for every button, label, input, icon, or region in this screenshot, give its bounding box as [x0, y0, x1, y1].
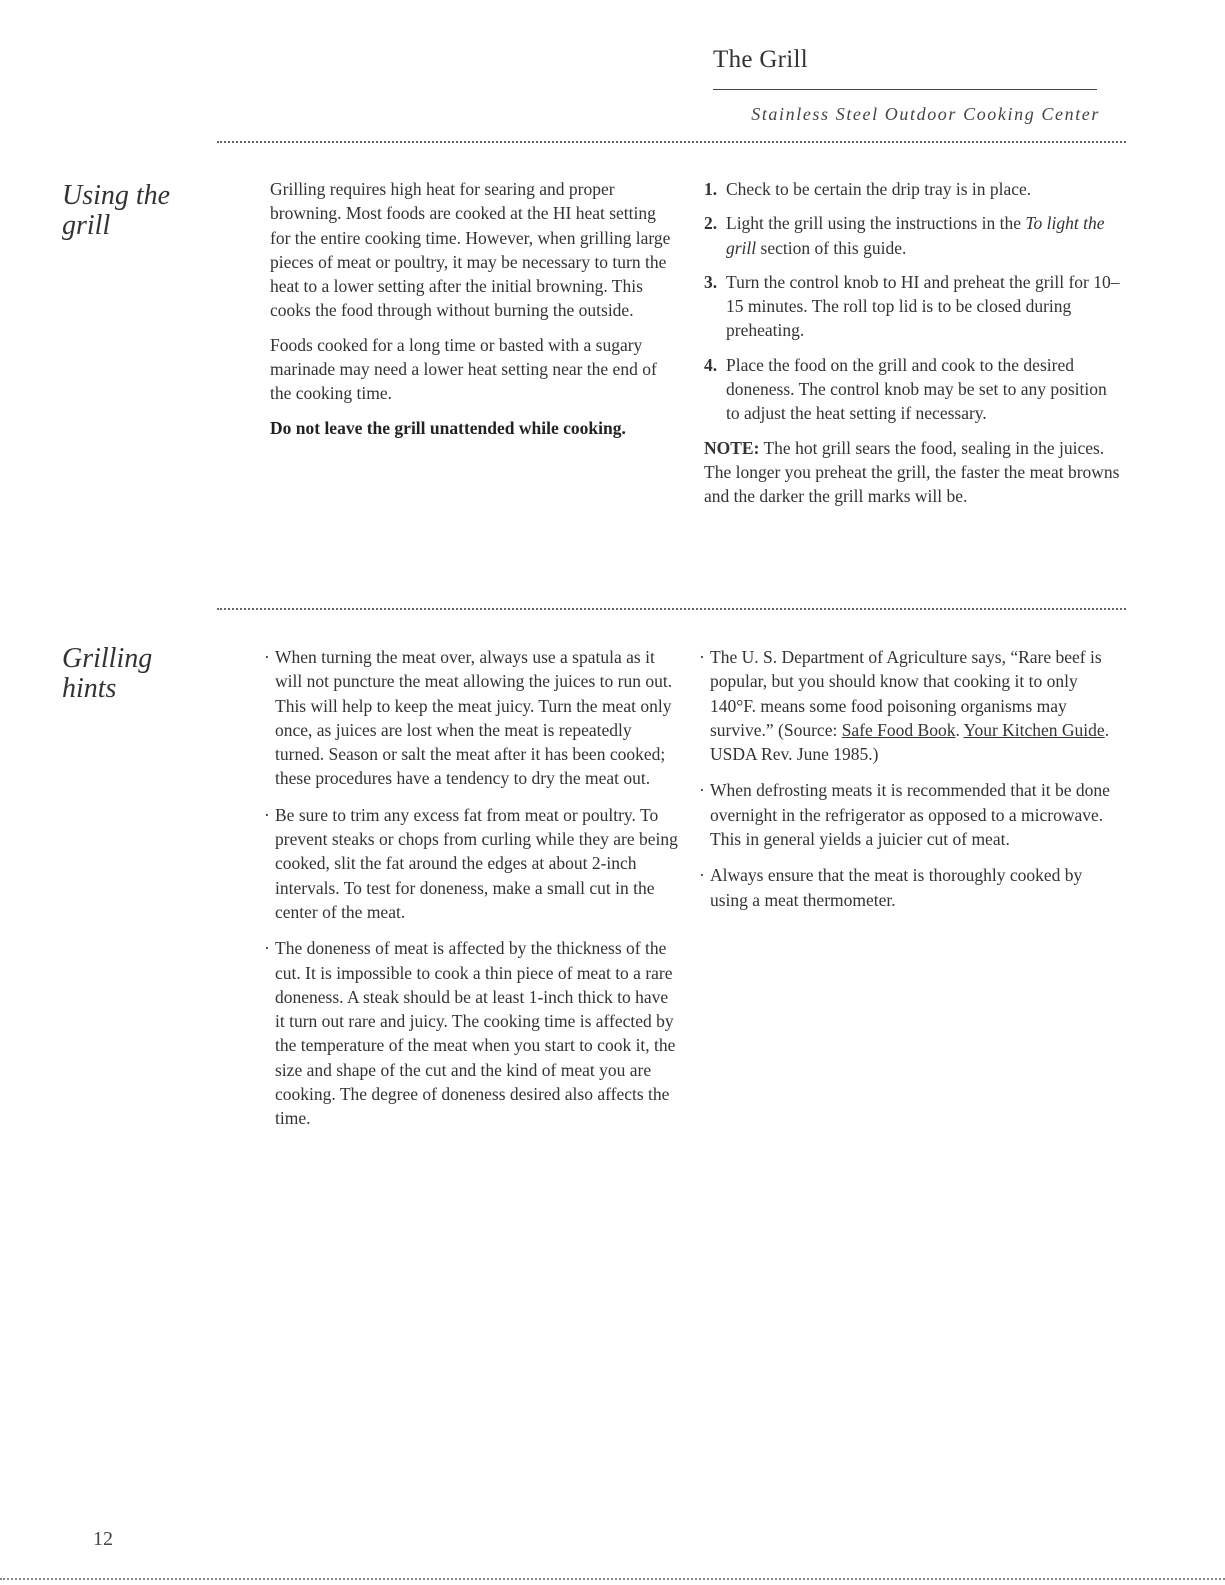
- step-text: Place the food on the grill and cook to the desired doneness. The control knob may be set to any position to adjust the heat setting if necessary.: [726, 354, 1107, 424]
- hint-text: Be sure to trim any excess fat from meat or poultry. To prevent steaks or chops from curling while they are being cooked, slit the fat around the edges at about 2-inch intervals. To test for doneness, make a small cut in the center of the meat.: [275, 804, 678, 922]
- hints-right-list: [697, 645, 1117, 912]
- hint-item-usda: [697, 645, 1117, 766]
- hint-text: When defrosting meats it is recommended that it be done overnight in the refrigerator as opposed to a microwave. This in general yields a juicier cut of meat.: [710, 780, 1110, 850]
- intro-paragraph: Grilling requires high heat for searing and proper browning. Most foods are cooked at the HI heat setting for the entire cooking time. However, when grilling large pieces of meat or poultry, it may be necessary to turn the heat to a lower setting after the initial browning. This cooks the food through without burning the outside.: [270, 179, 671, 321]
- hint-text: The doneness of meat is affected by the thickness of the cut. It is impossible to cook a thin piece of meat to a rare doneness. A steak should be at least 1-inch thick to have it turn out rare and juicy. The cooking time is affected by the temperature of the meat when you start to cook it, the size and shape of the cut and the kind of meat you are cooking. The degree of doneness desired also affects the time.: [275, 938, 676, 1129]
- source-separator: .: [955, 719, 964, 740]
- page-title: The Grill: [713, 46, 809, 73]
- step-text: Turn the control knob to HI and preheat the grill for 10–15 minutes. The roll top lid is to be closed during preheating.: [726, 271, 1120, 341]
- section-divider-top: [217, 141, 1126, 143]
- using-grill-heading-line1: Using the: [62, 180, 171, 211]
- note-text: The hot grill sears the food, sealing in the juices. The longer you preheat the grill, the faster the meat browns and the darker the grill marks will be.: [704, 437, 1120, 507]
- section-reference: To light the grill: [726, 213, 1105, 258]
- using-grill-right-column: [704, 177, 1122, 519]
- step-item: [704, 353, 1122, 426]
- steps-list: [704, 177, 1122, 426]
- hint-item: [262, 645, 682, 791]
- note-paragraph: [704, 436, 1122, 509]
- note-label: NOTE:: [704, 437, 760, 458]
- bullet-mark: ·: [264, 804, 270, 825]
- hint-text: When turning the meat over, always use a spatula as it will not puncture the meat allowing the juices to run out. This will help to keep the meat juicy. Turn the meat only once, as juices are lost when the meat is repeatedly turned. Season or salt the meat after it has been cooked; these procedures have a tendency to dry the meat out.: [275, 647, 673, 789]
- grilling-hints-heading-line2: hints: [62, 673, 117, 704]
- step-text: Light the grill using the instructions in the: [726, 213, 1026, 234]
- step-number: 4.: [704, 354, 718, 375]
- header-rule: [713, 89, 1097, 90]
- grilling-hints-heading-line1: Grilling: [62, 643, 153, 674]
- step-item: [704, 270, 1122, 343]
- source-tail: . USDA Rev. June 1985.): [710, 719, 1110, 765]
- bullet-mark: ·: [699, 647, 705, 667]
- grilling-hints-heading: [62, 644, 202, 704]
- hint-text: Always ensure that the meat is thoroughly cooked by using a meat thermometer.: [710, 865, 1083, 910]
- marinade-paragraph: Foods cooked for a long time or basted with a sugary marinade may need a lower heat setting near the end of the cooking time.: [270, 334, 657, 404]
- source-guide-title: Your Kitchen Guide: [963, 719, 1105, 740]
- bullet-mark: ·: [264, 938, 270, 959]
- hints-left-column: [262, 645, 682, 1143]
- hint-item: [262, 936, 682, 1130]
- step-number: 1.: [704, 179, 718, 199]
- hint-item: [262, 803, 682, 924]
- using-grill-left-column: [270, 177, 680, 450]
- bottom-rule: [0, 1578, 1225, 1580]
- step-text: section of this guide.: [756, 237, 907, 258]
- hints-right-column: [697, 645, 1117, 924]
- using-grill-heading: [62, 181, 202, 241]
- bullet-mark: ·: [699, 865, 705, 886]
- hints-left-list: [262, 645, 682, 1131]
- bullet-mark: ·: [699, 780, 705, 801]
- section-divider-middle: [217, 608, 1126, 610]
- step-number: 3.: [704, 271, 718, 292]
- using-grill-heading-line2: grill: [62, 210, 111, 241]
- step-text: Check to be certain the drip tray is in place.: [726, 179, 1032, 199]
- bullet-mark: ·: [264, 647, 270, 667]
- hint-item: [697, 863, 1117, 912]
- step-item: [704, 177, 1122, 201]
- source-book-title: Safe Food Book: [841, 719, 956, 740]
- usda-text: The U. S. Department of Agriculture says, “Rare beef is popular, but you should know that cooking it to only 140°F. means some food poisoning organisms may survive.” (Source:: [710, 647, 1102, 740]
- page-subtitle: Stainless Steel Outdoor Cooking Center: [751, 104, 1100, 124]
- unattended-warning: Do not leave the grill unattended while cooking.: [270, 417, 626, 438]
- step-number: 2.: [704, 213, 718, 234]
- step-item: [704, 211, 1122, 260]
- hint-item: [697, 778, 1117, 851]
- page-number: 12: [93, 1528, 113, 1550]
